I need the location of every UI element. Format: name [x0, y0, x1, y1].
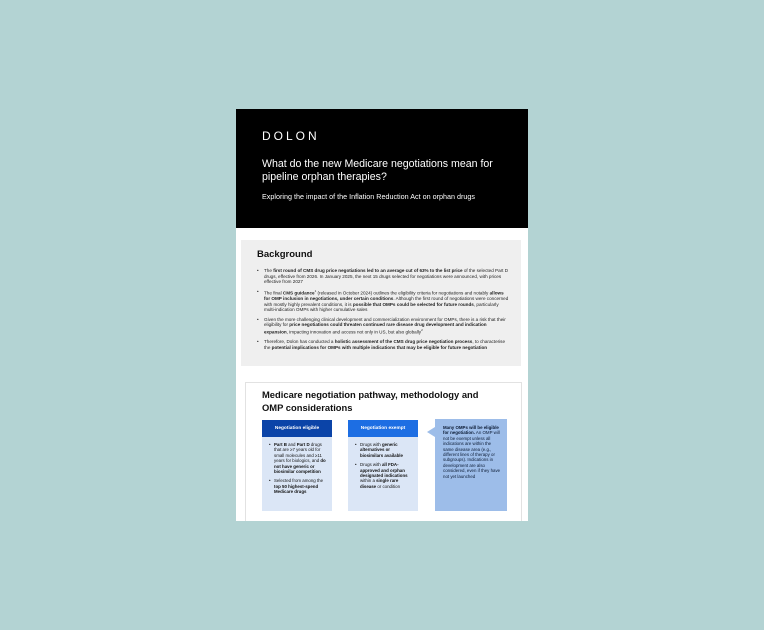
callout-pointer-icon: [427, 427, 435, 437]
negotiation-eligible-panel: [262, 437, 332, 511]
list-item: • Part B and Part D drugs that are ≥7 years old for small molecules and ≥11 years for biologics, and do not have generic or biosimilar competition: [269, 442, 328, 474]
list-item: • Drugs with generic alternatives or biosimilars available: [355, 442, 414, 458]
background-heading: Background: [257, 249, 313, 260]
negotiation-exempt-header: Negotiation exempt: [348, 420, 418, 437]
document-title: What do the new Medicare negotiations mean for pipeline orphan therapies?: [262, 158, 493, 183]
document-page: [236, 109, 528, 521]
hero-banner: [236, 109, 528, 228]
list-item: • The first round of CMS drug price negotiations led to an average cut of 63% to the list price of the selected Part D drugs, effective from 2026. In January 2025, the next 15 drugs selected for negotiations were announced, with prices effective from 2027: [257, 268, 511, 285]
negotiation-exempt-panel: [348, 437, 418, 511]
omp-callout-text: Many OMPs will be eligible for negotiation. An OMP will not be exempt unless all indications are within the same disease area (e.g., different lines of therapy or subgroups). Indications in development are also considered, even if they have not yet launched: [443, 425, 501, 479]
list-item: • Drugs with all FDA-approved and orphan designated indications within a single rare disease or condition: [355, 462, 414, 489]
list-item: • Selected from among the top 50 highest-spend Medicare drugs: [269, 478, 328, 494]
pathway-heading: Medicare negotiation pathway, methodology and OMP considerations: [262, 389, 479, 413]
list-item: • The final CMS guidance$^1$ (released in October 2024) outlines the eligibility criteria for negotiations and notably allows for OMP inclusion in negotiations, under certain conditions. Although the first round of negotiations were concerned with mostly highly prevalent conditions, it is possible that OMPs could be selected for future rounds, particularly multi-indication OMPs with higher cumulative sales: [257, 289, 511, 313]
document-subtitle: Exploring the impact of the Inflation Reduction Act on orphan drugs: [262, 192, 475, 201]
dolon-logo: DOLON: [262, 129, 320, 143]
negotiation-eligible-header: Negotiation eligible: [262, 420, 332, 437]
list-item: • Given the more challenging clinical development and commercialization environment for OMPs, there is a risk that their eligibility for price negotiations could threaten continued rare disease drug development and indication expansion, impacting innovation and access not only in US, but also globally$^2$: [257, 317, 511, 335]
list-item: • Therefore, Dolon has conducted a holistic assessment of the CMS drug price negotiation process, to characterise the potential implications for OMPs with multiple indications that may be eligible for future negotiation: [257, 339, 511, 350]
background-bullets: [257, 268, 511, 354]
